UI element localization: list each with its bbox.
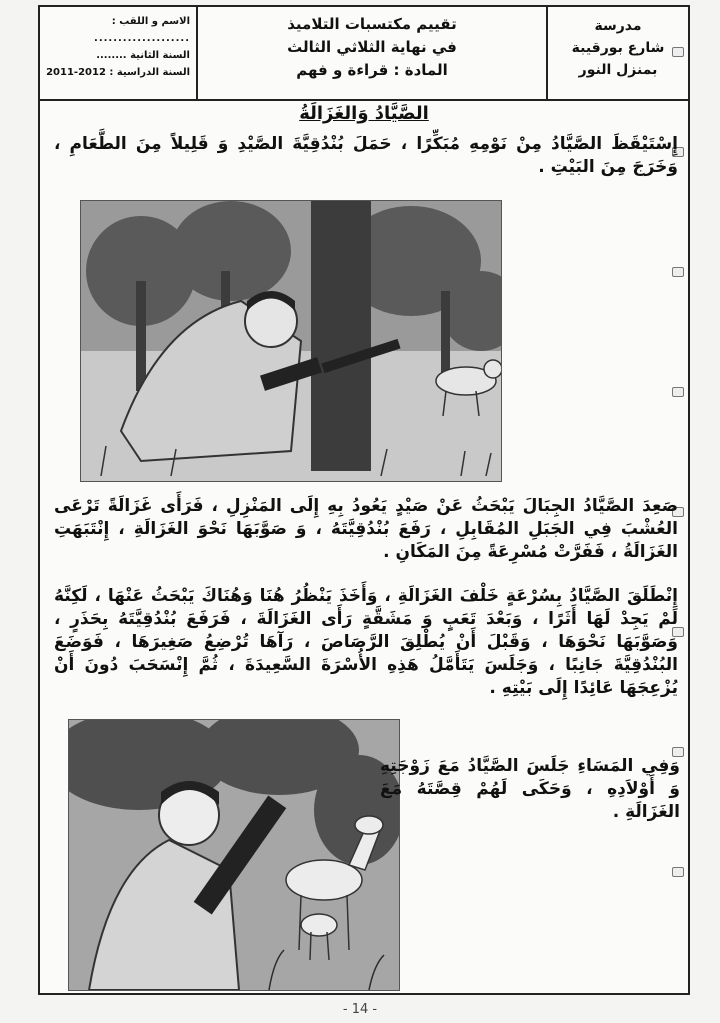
student-info-cell [40,7,198,99]
story-paragraph-3: إِنْطَلَقَ الصَّيَّادُ بِسُرْعَةٍ خَلْفَ الغَزَالَةِ ، وَأَخَذَ يَنْظُرُ هُنَا وَهُنَاكَ يَبْحَثُ عَنْهَا ، لَكِنَّهُ لَمْ يَجِدْ لَهَا أَثَرًا ، وَبَعْدَ تَعَبٍ وَ مَشَقَّةٍ رَأَى الغَزَالَةَ ، فَرَفَعَ بُنْدُقِيَّتَهُ بِحَذَرٍ ، وَصَوَّبَهَا نَحْوَهَا ، وَقَبْلَ أَنْ يُطْلِقَ الرَّصَاصَ ، رَآهَا تُرْضِعُ صَغِيرَهَا ، فَوَضَعَ البُنْدُقِيَّةَ جَانِبًا ، وَجَلَسَ يَتَأَمَّلُ هَذِهِ الأُسْرَةَ السَّعِيدَةَ ، ثُمَّ إِنْسَحَبَ دُونَ أَنْ يُزْعِجَهَا عَائِدًا إِلَى بَيْتِهِ . [54,586,678,698]
story-paragraph-4: وَفِي المَسَاءِ جَلَسَ الصَّيَّادُ مَعَ زَوْجَتِهِ وَ أَوْلاَدِهِ ، وَحَكَى لَهُمْ قِصَّتَهُ مَعَ الغَزَالَةِ . [380,756,680,822]
binder-hole [672,387,684,397]
assessment-line-1: تقييم مكتسبات التلاميذ [287,15,457,33]
binder-hole [672,267,684,277]
hunter-behind-tree-illustration [80,200,502,482]
page-number: - 14 - [342,1002,378,1017]
story-title: الصَّيَّادُ وَالغَزَالَةُ [299,103,429,124]
school-line-1: مدرسة [594,18,642,34]
class-dots: ........ [96,50,127,61]
assessment-line-3: المادة : قراءة و فهم [296,61,448,79]
worksheet-page [38,5,690,995]
assessment-title-cell [198,7,548,99]
story-paragraph-1: إِسْتَيْقَظَ الصَّيَّادُ مِنْ نَوْمِهِ مُبَكِّرًا ، حَمَلَ بُنْدُقِيَّةَ الصَّيْدِ وَ قَلِيلاً مِنَ الطَّعَامِ ، وَخَرَجَ مِنَ البَيْتِ . [54,134,678,177]
name-dots: .................... [94,33,190,44]
hunter-watching-deer-illustration [68,719,400,991]
school-cell [548,7,688,99]
school-line-2: شارع بورقيبة [571,40,665,56]
year-label: السنة الدراسية : [109,67,190,78]
year-value: 2012-2011 [46,67,106,78]
binder-hole [672,867,684,877]
class-label: السنة الثانية [130,50,190,61]
header-table [40,7,688,101]
school-line-3: بمنزل النور [578,62,658,78]
assessment-line-2: في نهاية الثلاثي الثالث [287,38,457,56]
story-paragraph-2: صَعِدَ الصَّيَّادُ الجِبَالَ يَبْحَثُ عَنْ صَيْدٍ يَعُودُ بِهِ إِلَى المَنْزِلِ ، فَرَأَى غَزَالَةً تَرْعَى العُشْبَ فِي الجَبَلِ المُقَابِلِ ، رَفَعَ بُنْدُقِيَّتَهُ ، وَ صَوَّبَهَا نَحْوَ الغَزَالَةِ ، إِنْتَبَهَتِ الغَزَالَةُ ، فَفَرَّتْ مُسْرِعَةً مِنَ المَكَانِ . [54,496,678,562]
name-label: الاسم و اللقب : [111,16,190,27]
